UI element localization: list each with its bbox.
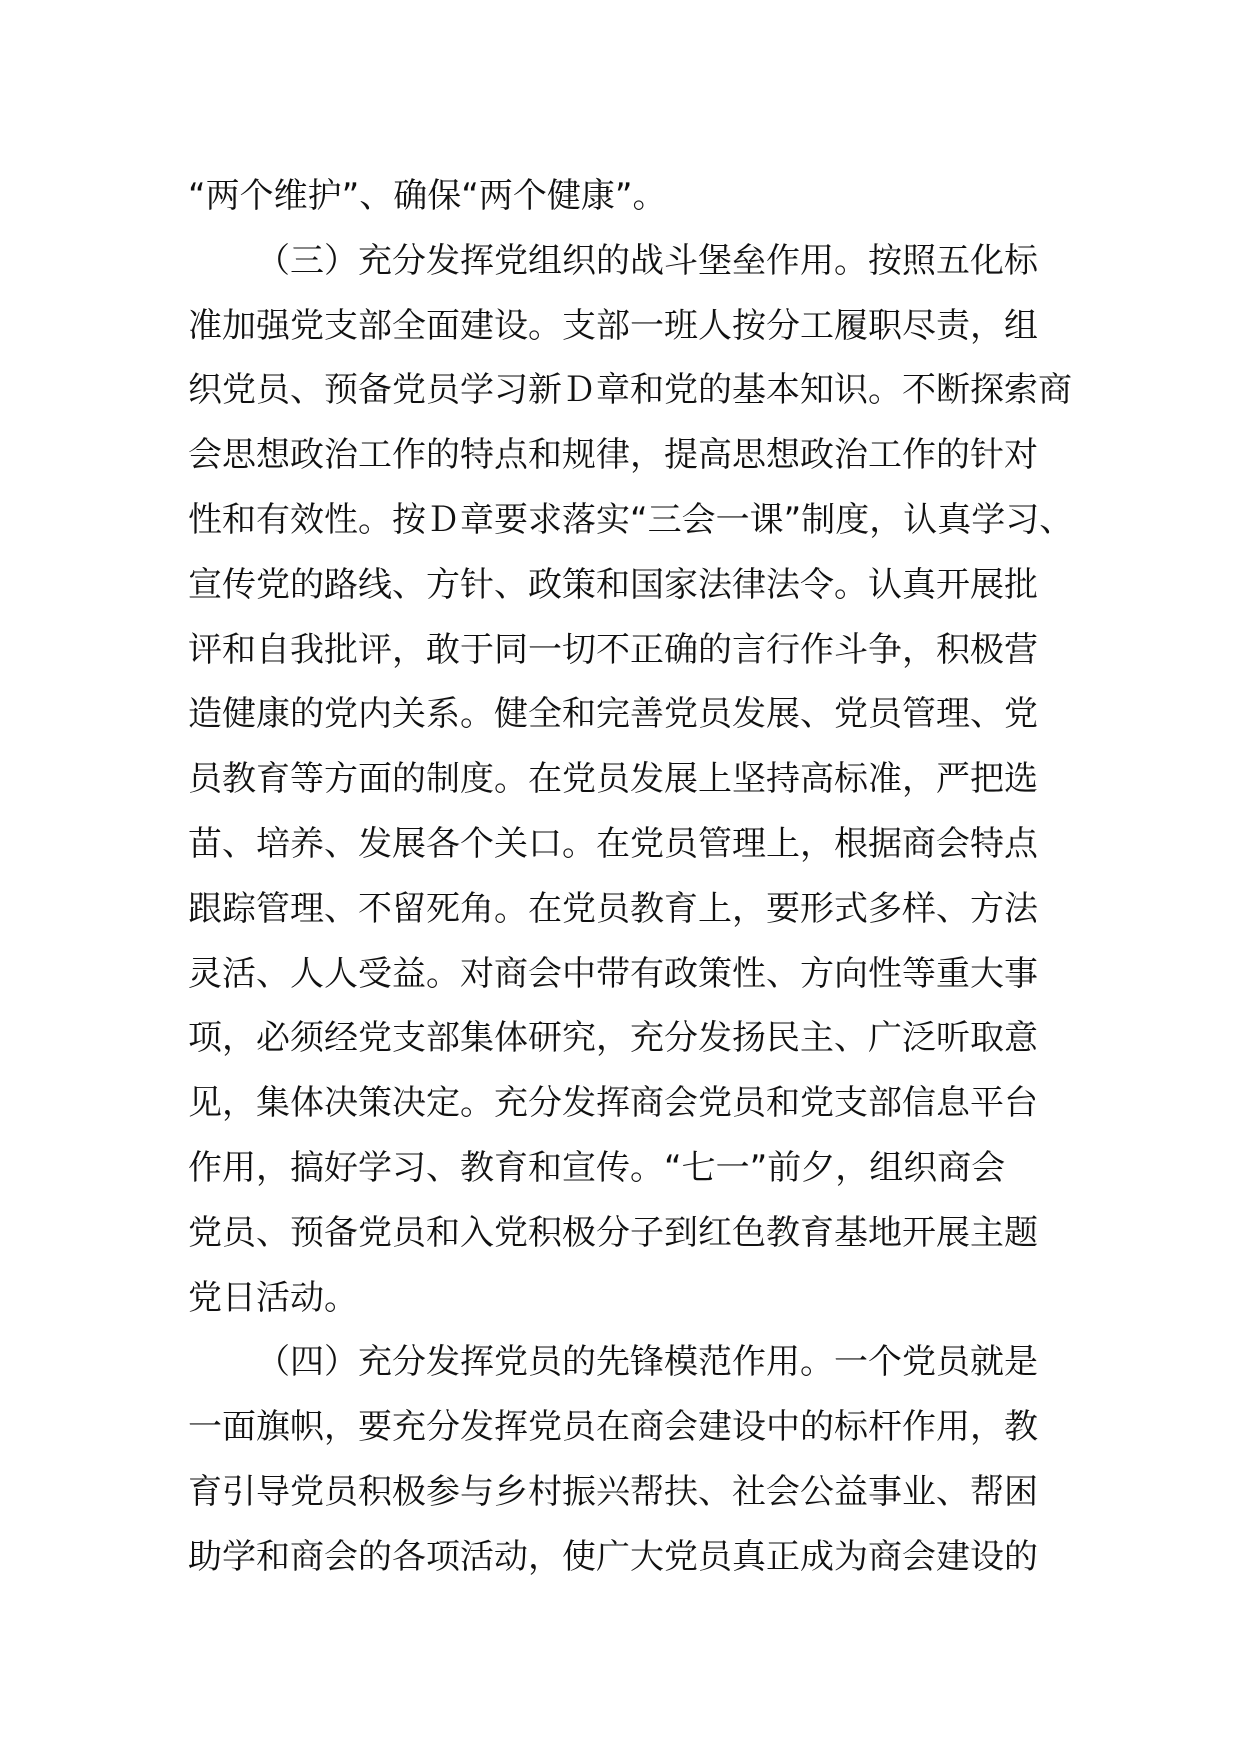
paragraph-heading-line: （四）充分发挥党员的先锋模范作用。一个党员就是	[256, 1342, 1038, 1383]
text-line: 跟踪管理、不留死角。在党员教育上，要形式多样、方法	[188, 888, 1038, 929]
text-line: 员教育等方面的制度。在党员发展上坚持高标准，严把选	[188, 759, 1038, 800]
text-line: 育引导党员积极参与乡村振兴帮扶、社会公益事业、帮困	[188, 1471, 1038, 1512]
text-line: 灵活、人人受益。对商会中带有政策性、方向性等重大事	[188, 953, 1038, 994]
text-line: 作用，搞好学习、教育和宣传。“七一”前夕，组织商会	[188, 1147, 1006, 1188]
text-line: 党员、预备党员和入党积极分子到红色教育基地开展主题	[188, 1212, 1038, 1253]
text-line: 苗、培养、发展各个关口。在党员管理上，根据商会特点	[188, 823, 1038, 864]
text-line: 助学和商会的各项活动，使广大党员真正成为商会建设的	[188, 1536, 1038, 1577]
text-line: 项，必须经党支部集体研究，充分发扬民主、广泛听取意	[188, 1018, 1038, 1059]
text-line: 性和有效性。按Ｄ章要求落实“三会一课”制度，认真学习、	[188, 499, 1074, 540]
text-line: 一面旗帜，要充分发挥党员在商会建设中的标杆作用，教	[188, 1407, 1038, 1448]
paragraph-heading-line: （三）充分发挥党组织的战斗堡垒作用。按照五化标	[256, 240, 1038, 281]
text-line: 织党员、预备党员学习新Ｄ章和党的基本知识。不断探索商	[188, 370, 1072, 411]
text-line: 造健康的党内关系。健全和完善党员发展、党员管理、党	[188, 694, 1038, 735]
text-line: “两个维护”、确保“两个健康”。	[188, 176, 667, 216]
text-line: 宣传党的路线、方针、政策和国家法律法令。认真开展批	[188, 564, 1038, 605]
body-text	[188, 164, 1188, 1590]
text-line: 评和自我批评，敢于同一切不正确的言行作斗争，积极营	[188, 629, 1038, 670]
text-line: 会思想政治工作的特点和规律，提高思想政治工作的针对	[188, 435, 1038, 476]
text-line: 党日活动。	[188, 1277, 358, 1318]
text-line: 见，集体决策决定。充分发挥商会党员和党支部信息平台	[188, 1083, 1038, 1124]
text-line: 准加强党支部全面建设。支部一班人按分工履职尽责，组	[188, 305, 1038, 346]
